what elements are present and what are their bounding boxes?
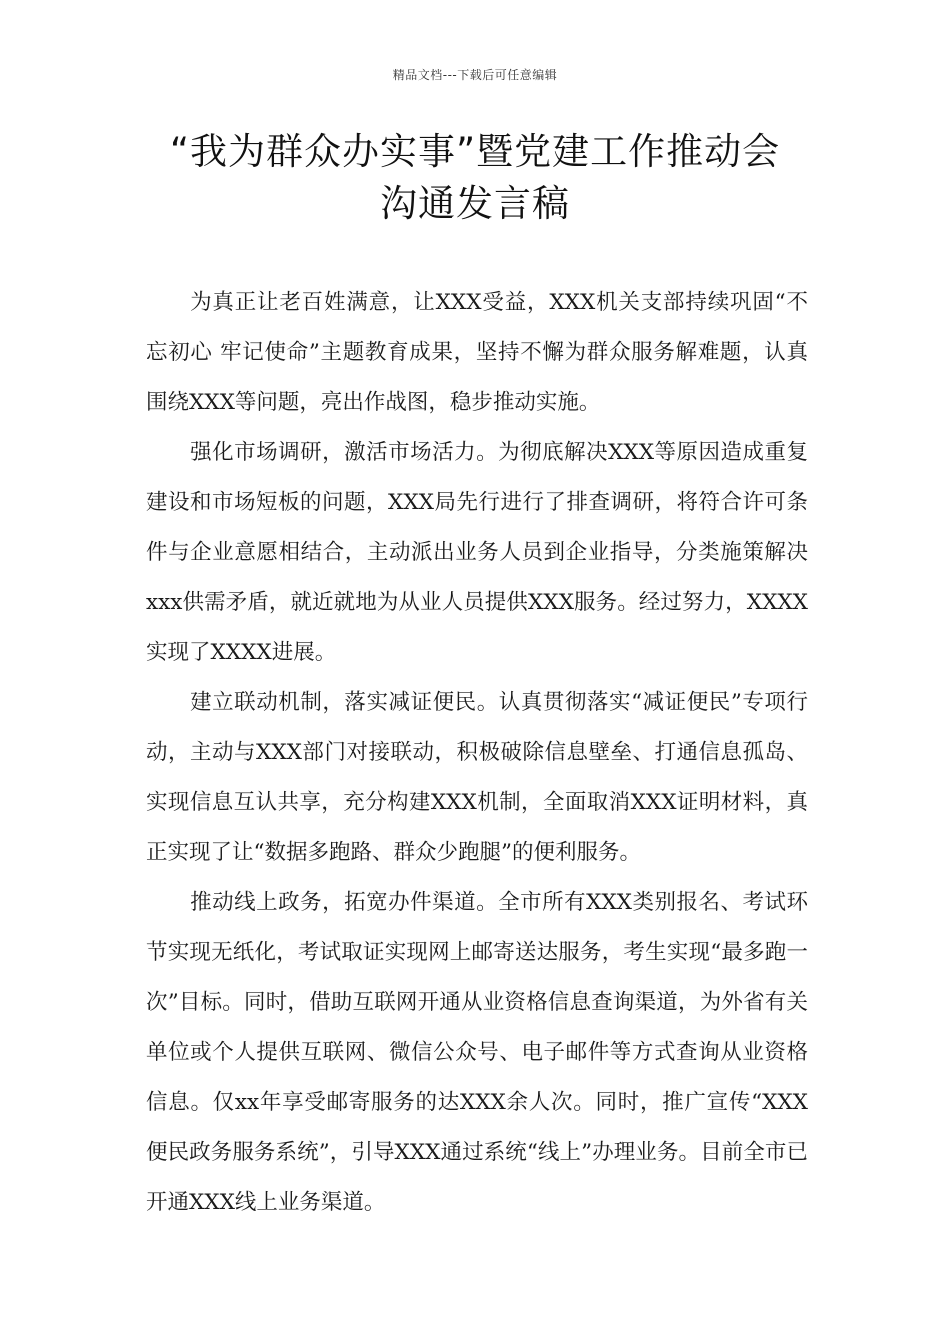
paragraph: 推动线上政务，拓宽办件渠道。全市所有XXX类别报名、考试环节实现无纸化，考试取证实现网上邮寄送达服务，考生实现“最多跑一次”目标。同时，借助互联网开通从业资格信息查询渠道，为外省有关单位或个人提供互联网、微信公众号、电子邮件等方式查询从业资格信息。仅xx年享受邮寄服务的达XXX余人次。同时，推广宣传“XXX便民政务服务系统”，引导XXX通过系统“线上”办理业务。目前全市已开通XXX线上业务渠道。 [146, 890, 808, 1215]
paragraph: 强化市场调研，激活市场活力。为彻底解决XXX等原因造成重复建设和市场短板的问题，XXX局先行进行了排查调研，将符合许可条件与企业意愿相结合，主动派出业务人员到企业指导，分类施策解决xxx供需矛盾，就近就地为从业人员提供XXX服务。经过努力，XXXX实现了XXXX进展。 [146, 440, 808, 665]
header-note: 精品文档---下载后可任意编辑 [392, 68, 558, 82]
title-line-1: “我为群众办实事”暨党建工作推动会 [169, 130, 781, 173]
paragraph: 为真正让老百姓满意，让XXX受益，XXX机关支部持续巩固“不忘初心 牢记使命”主题教育成果，坚持不懈为群众服务解难题，认真围绕XXX等问题，亮出作战图，稳步推动实施。 [146, 290, 808, 415]
title-line-2: 沟通发言稿 [380, 182, 570, 225]
paragraph: 建立联动机制，落实减证便民。认真贯彻落实“减证便民”专项行动，主动与XXX部门对接联动，积极破除信息壁垒、打通信息孤岛、实现信息互认共享，充分构建XXX机制，全面取消XXX证明材料，真正实现了让“数据多跑路、群众少跑腿”的便利服务。 [146, 690, 808, 865]
document-title [130, 126, 820, 230]
document-body [146, 278, 808, 1228]
